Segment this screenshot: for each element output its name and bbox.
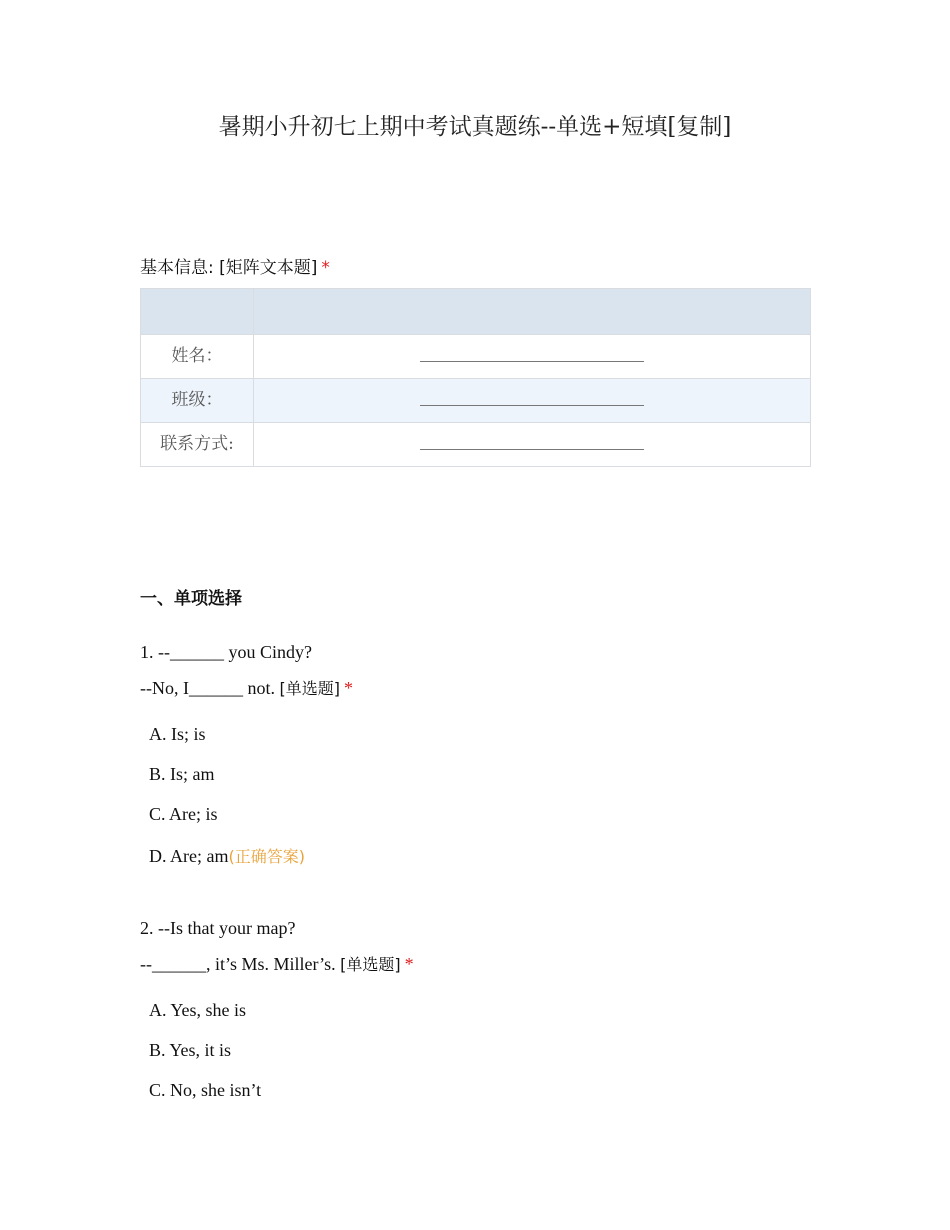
contact-field[interactable] xyxy=(254,423,811,467)
row-label-class: 班级： xyxy=(141,379,254,423)
basic-info-title: 基本信息: xyxy=(140,258,214,278)
q2-option-a[interactable]: A. Yes, she is xyxy=(149,1000,247,1020)
required-mark: * xyxy=(404,954,414,974)
row-label-name: 姓名： xyxy=(141,335,254,379)
question-type-tag: [单选题] xyxy=(279,679,340,698)
matrix-row-class xyxy=(141,379,811,423)
basic-info-label xyxy=(140,253,330,278)
question-type-tag: [矩阵文本题] xyxy=(219,258,318,278)
blank-line xyxy=(420,347,644,362)
matrix-row-contact xyxy=(141,423,811,467)
page-title: 暑期小升初七上期中考试真题练--单选+短填[复制] xyxy=(218,114,732,140)
question-1-stem xyxy=(140,634,353,707)
required-mark: * xyxy=(321,258,330,278)
section-title: 一、单项选择 xyxy=(140,589,242,609)
row-label-contact: 联系方式: xyxy=(141,423,254,467)
matrix-header-row xyxy=(141,289,811,335)
question-2-text: --______, it’s Ms. Miller’s. xyxy=(140,954,336,974)
question-1-line1: 1. --______ you Cindy? xyxy=(140,642,312,662)
basic-info-matrix xyxy=(140,288,811,467)
correct-answer-badge: (正确答案) xyxy=(228,847,305,866)
matrix-row-name xyxy=(141,335,811,379)
matrix-header-cell xyxy=(141,289,254,335)
q1-option-d[interactable] xyxy=(149,844,305,867)
required-mark: * xyxy=(343,678,353,698)
q1-option-a[interactable]: A. Is; is xyxy=(149,724,206,744)
question-1-line2 xyxy=(140,670,353,707)
question-2-stem xyxy=(140,910,414,983)
matrix-header-cell xyxy=(254,289,811,335)
name-field[interactable] xyxy=(254,335,811,379)
q1-option-b[interactable]: B. Is; am xyxy=(149,764,215,784)
q2-option-b[interactable]: B. Yes, it is xyxy=(149,1040,232,1060)
question-type-tag: [单选题] xyxy=(340,955,401,974)
q1-option-c[interactable]: C. Are; is xyxy=(149,804,218,824)
question-2-line2 xyxy=(140,946,414,983)
class-field[interactable] xyxy=(254,379,811,423)
blank-line xyxy=(420,435,644,450)
question-2-line1: 2. --Is that your map? xyxy=(140,918,296,938)
question-1-text: --No, I______ not. xyxy=(140,678,275,698)
q2-option-c[interactable]: C. No, she isn’t xyxy=(149,1080,262,1100)
q1-option-d-text: D. Are; am xyxy=(149,846,229,866)
blank-line xyxy=(420,391,644,406)
